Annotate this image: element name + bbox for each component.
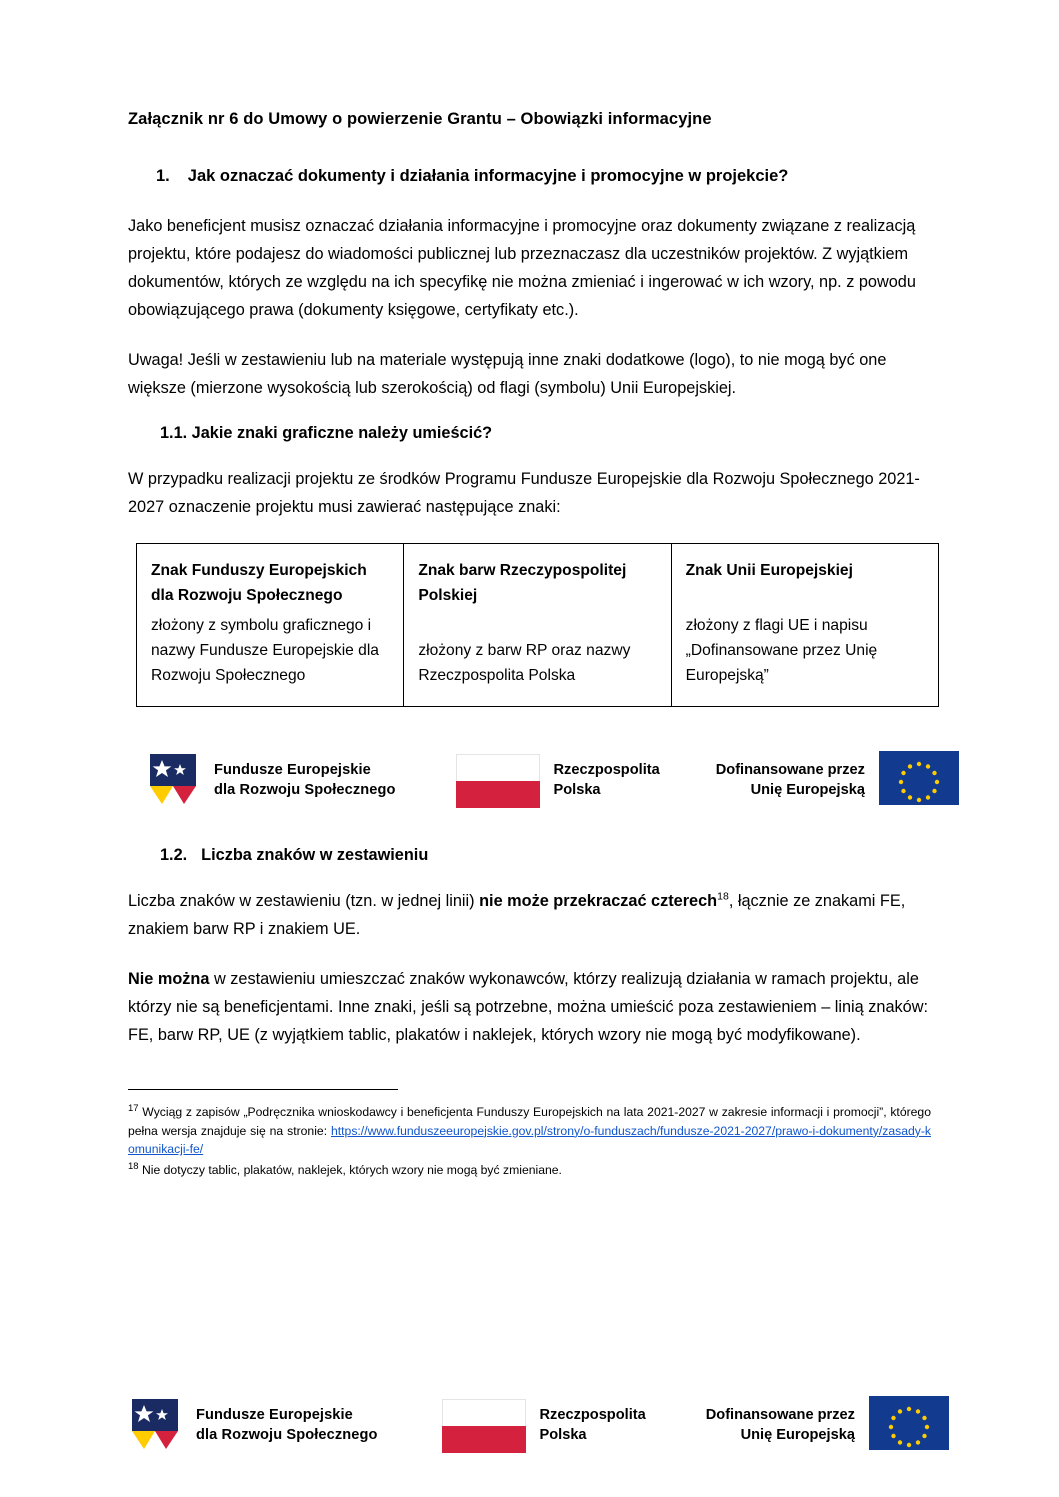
- polish-flag-icon: [456, 754, 540, 808]
- rp-logo-text-footer: [540, 1406, 646, 1445]
- footnote-18: [128, 1160, 931, 1179]
- section-1-2-title: Liczba znaków w zestawieniu: [201, 846, 429, 865]
- fe-logo-footer: [128, 1397, 378, 1455]
- ue-logo-footer: [706, 1396, 949, 1455]
- footnote-divider: [128, 1089, 398, 1090]
- section-1-2-paragraph-2: [128, 965, 931, 1049]
- ue-logo-text: [716, 761, 865, 800]
- polish-flag-icon: [442, 1399, 526, 1453]
- fe-logo: [146, 752, 396, 810]
- footnote-area: [128, 1083, 931, 1179]
- table-row: [137, 544, 939, 707]
- para-1-2-1-b: , łącznie ze znakami FE, znakiem barw RP i znakiem UE.: [128, 892, 906, 939]
- fundusze-europejskie-icon: [128, 1397, 182, 1455]
- cell-body-rp: złożony z barw RP oraz nazwy Rzeczpospolita Polska: [418, 641, 631, 685]
- ue-logo-text-footer: [706, 1406, 855, 1445]
- para-1-2-2-bold: Nie można: [128, 970, 210, 989]
- logo-strip-footer: [128, 1396, 949, 1455]
- footnote-ref-18: 18: [717, 890, 729, 903]
- fundusze-europejskie-icon: [146, 752, 200, 810]
- signs-table: [136, 543, 939, 707]
- rp-logo-footer: [442, 1399, 646, 1453]
- para-1-2-1-a: Liczba znaków w zestawieniu (tzn. w jednej linii): [128, 892, 480, 911]
- footnote-18-text: Nie dotyczy tablic, plakatów, naklejek, których wzory nie mogą być zmieniane.: [138, 1163, 562, 1178]
- para-1-2-1-bold: nie może przekraczać czterech: [479, 892, 718, 911]
- footnote-17-link[interactable]: https://www.funduszeeuropejskie.gov.pl/strony/o-funduszach/fundusze-2021-2027/prawo-i-dokumenty/zasady-komunikacji-fe/: [128, 1123, 931, 1157]
- rp-logo-line-1: Rzeczpospolita: [539, 1406, 646, 1423]
- footnote-17: [128, 1102, 931, 1158]
- table-cell-ue: [671, 544, 938, 707]
- section-1-2-heading: [128, 846, 931, 865]
- page-footer: [128, 1396, 931, 1455]
- ue-logo-line-2: Unię Europejską: [750, 781, 865, 798]
- eu-flag-icon: [879, 751, 959, 810]
- section-1-paragraph-1: Jako beneficjent musisz oznaczać działania informacyjne i promocyjne oraz dokumenty związane z realizacją projektu, które podajesz do wiadomości publicznej lub przeznaczasz dla uczestników projektów. Z wyjątkiem dokumentów, których ze względu na ich specyfikę nie można zmieniać i ingerować w ich wzory, np. z powodu obowiązującego prawa (dokumenty księgowe, certyfikaty etc.).: [128, 217, 916, 320]
- footnote-17-marker: 17: [128, 1103, 139, 1115]
- footnote-17-text: Wyciąg z zapisów „Podręcznika wnioskodawcy i beneficjenta Funduszy Europejskich na lata 2021-2027 w zakresie informacji i promocji”, którego pełna wersja znajduje się na stronie:: [128, 1105, 931, 1138]
- cell-title-fe: Znak Funduszy Europejskich dla Rozwoju Społecznego: [151, 562, 367, 605]
- logo-strip-body: [146, 751, 931, 810]
- ue-logo-line-2: Unię Europejską: [740, 1426, 855, 1443]
- rp-logo-line-1: Rzeczpospolita: [553, 762, 660, 779]
- cell-title-ue: Znak Unii Europejskiej: [685, 562, 853, 580]
- fe-logo-line-2: dla Rozwoju Społecznego: [196, 1426, 378, 1443]
- rp-logo-text: [554, 761, 660, 800]
- table-cell-rp: [404, 544, 671, 707]
- cell-title-rp: Znak barw Rzeczypospolitej Polskiej: [418, 562, 627, 605]
- section-1-title: Jak oznaczać dokumenty i działania informacyjne i promocyjne w projekcie?: [187, 167, 789, 185]
- fe-logo-line-1: Fundusze Europejskie: [214, 762, 371, 779]
- rp-logo-line-2: Polska: [553, 781, 601, 798]
- ue-logo-line-1: Dofinansowane przez: [705, 1406, 855, 1423]
- cell-body-fe: złożony z symbolu graficznego i nazwy Fundusze Europejskie dla Rozwoju Społecznego: [151, 616, 379, 685]
- page-title: Załącznik nr 6 do Umowy o powierzenie Grantu – Obowiązki informacyjne: [128, 110, 712, 128]
- cell-body-ue: złożony z flagi UE i napisu „Dofinansowane przez Unię Europejską”: [685, 616, 878, 685]
- fe-logo-line-2: dla Rozwoju Społecznego: [214, 781, 396, 798]
- fe-logo-text-footer: [196, 1406, 378, 1445]
- fe-logo-line-1: Fundusze Europejskie: [196, 1406, 353, 1423]
- footnote-18-marker: 18: [128, 1161, 139, 1173]
- section-1-heading: [128, 167, 931, 186]
- section-1-2-number: 1.2.: [160, 846, 188, 865]
- section-1-2-paragraph-1: [128, 887, 931, 943]
- table-cell-fe: [137, 544, 404, 707]
- para-1-2-2-rest: w zestawieniu umieszczać znaków wykonawców, którzy realizują działania w ramach projektu, ale którzy nie są beneficjentami. Inne znaki, jeśli są potrzebne, można umieścić poza zestawieniem – linią znaków: FE, barw RP, UE (z wyjątkiem tablic, plakatów i naklejek, których wzory nie mogą być modyfikowane).: [128, 970, 928, 1045]
- section-1-number: 1.: [156, 167, 170, 185]
- ue-logo: [716, 751, 959, 810]
- rp-logo: [456, 754, 660, 808]
- section-1-1-heading: 1.1. Jakie znaki graficzne należy umieścić?: [160, 424, 493, 443]
- ue-logo-line-1: Dofinansowane przez: [715, 762, 865, 779]
- eu-flag-icon: [869, 1396, 949, 1455]
- section-1-paragraph-2: Uwaga! Jeśli w zestawieniu lub na materiale występują inne znaki dodatkowe (logo), to nie mogą być one większe (mierzone wysokością lub szerokością) od flagi (symbolu) Unii Europejskiej.: [128, 351, 887, 398]
- fe-logo-text: [214, 761, 396, 800]
- rp-logo-line-2: Polska: [539, 1426, 587, 1443]
- section-1-1-paragraph: W przypadku realizacji projektu ze środków Programu Fundusze Europejskie dla Rozwoju Społecznego 2021-2027 oznaczenie projektu musi zawierać następujące znaki:: [128, 470, 920, 517]
